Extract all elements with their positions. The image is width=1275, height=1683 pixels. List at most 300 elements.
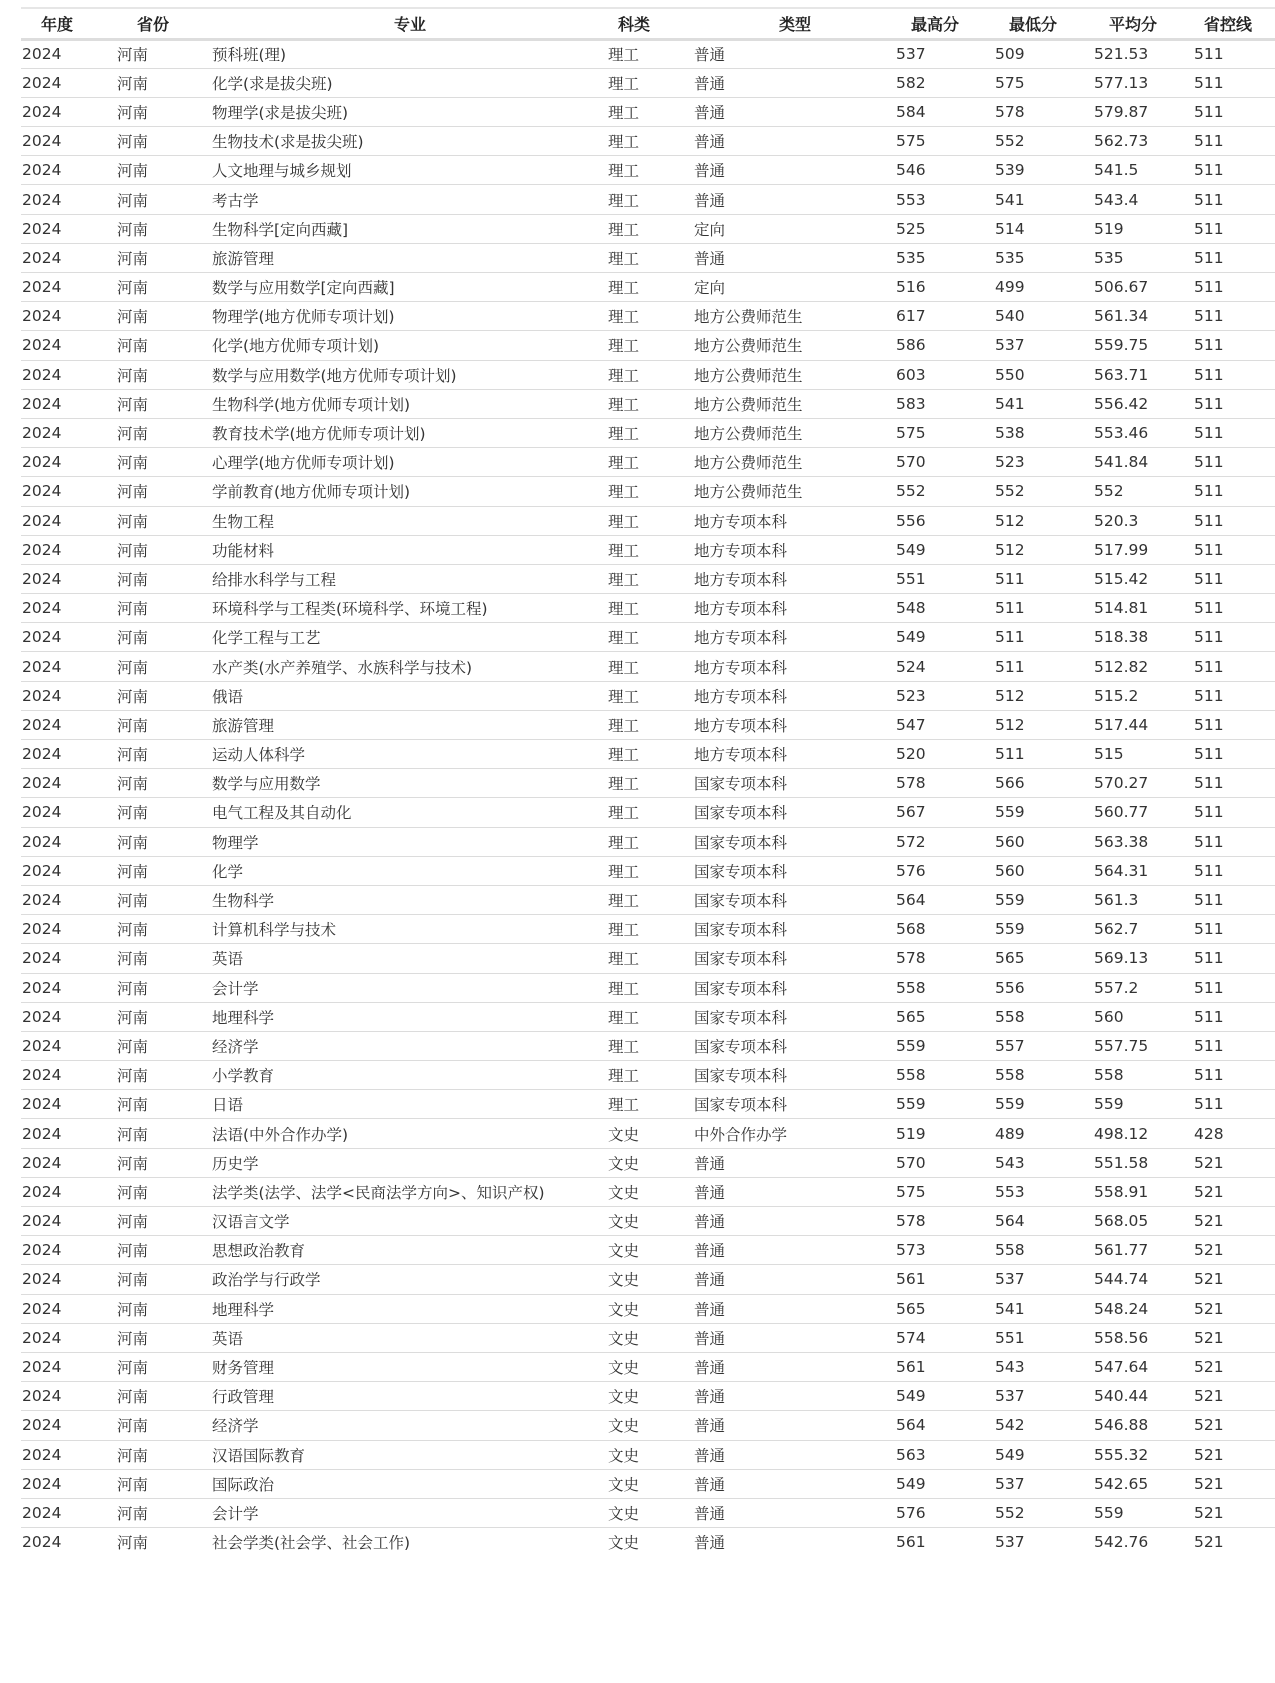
cell-max-score: 535 [896, 248, 926, 267]
cell-max-score: 584 [896, 102, 926, 121]
cell-province: 河南 [117, 1271, 149, 1290]
cell-type: 普通 [694, 1504, 726, 1523]
cell-avg-score: 559 [1094, 1095, 1124, 1114]
cell-max-score: 575 [896, 1182, 926, 1201]
cell-province: 河南 [117, 833, 149, 852]
cell-type: 国家专项本科 [694, 1008, 788, 1027]
table-row [21, 273, 1275, 302]
cell-avg-score: 560 [1094, 1007, 1124, 1026]
cell-category: 文史 [608, 1388, 640, 1407]
table-row [21, 1148, 1275, 1177]
cell-province: 河南 [117, 220, 149, 239]
cell-max-score: 576 [896, 861, 926, 880]
cell-province: 河南 [117, 1329, 149, 1348]
cell-category: 文史 [608, 1242, 640, 1261]
cell-avg-score: 541.84 [1094, 453, 1149, 472]
cell-avg-score: 552 [1094, 482, 1124, 501]
cell-province: 河南 [117, 74, 149, 93]
cell-control-line: 511 [1194, 1007, 1224, 1026]
cell-category: 理工 [608, 979, 640, 998]
cell-min-score: 552 [995, 1503, 1025, 1522]
cell-control-line: 511 [1194, 424, 1224, 443]
cell-major: 化学工程与工艺 [212, 629, 321, 648]
cell-control-line: 511 [1194, 832, 1224, 851]
cell-avg-score: 512.82 [1094, 657, 1149, 676]
cell-year: 2024 [22, 307, 62, 326]
cell-max-score: 553 [896, 190, 926, 209]
cell-province: 河南 [117, 1242, 149, 1261]
cell-min-score: 559 [995, 920, 1025, 939]
cell-year: 2024 [22, 73, 62, 92]
cell-max-score: 564 [896, 1416, 926, 1435]
cell-major: 数学与应用数学[定向西藏] [212, 279, 395, 298]
cell-major: 预科班(理) [212, 46, 287, 65]
cell-type: 地方专项本科 [694, 629, 788, 648]
table-row [21, 1352, 1275, 1381]
cell-max-score: 523 [896, 686, 926, 705]
cell-min-score: 538 [995, 424, 1025, 443]
cell-type: 普通 [694, 1534, 726, 1553]
cell-year: 2024 [22, 453, 62, 472]
cell-control-line: 521 [1194, 1299, 1224, 1318]
cell-type: 地方专项本科 [694, 746, 788, 765]
cell-avg-score: 519 [1094, 219, 1124, 238]
cell-control-line: 511 [1194, 219, 1224, 238]
cell-max-score: 578 [896, 774, 926, 793]
table-row [21, 1236, 1275, 1265]
cell-province: 河南 [117, 103, 149, 122]
cell-type: 地方专项本科 [694, 541, 788, 560]
cell-type: 地方公费师范生 [694, 337, 803, 356]
cell-min-score: 512 [995, 540, 1025, 559]
cell-min-score: 541 [995, 190, 1025, 209]
cell-control-line: 521 [1194, 1270, 1224, 1289]
cell-major: 汉语国际教育 [212, 1446, 306, 1465]
table-row [21, 1498, 1275, 1527]
cell-category: 文史 [608, 1213, 640, 1232]
cell-year: 2024 [22, 1007, 62, 1026]
header-year: 年度 [41, 14, 74, 34]
cell-max-score: 561 [896, 1358, 926, 1377]
cell-year: 2024 [22, 861, 62, 880]
table-row [21, 302, 1275, 331]
cell-max-score: 565 [896, 1299, 926, 1318]
cell-type: 定向 [694, 220, 726, 239]
cell-min-score: 556 [995, 978, 1025, 997]
cell-max-score: 576 [896, 1503, 926, 1522]
cell-max-score: 578 [896, 949, 926, 968]
table-row [21, 1119, 1275, 1148]
cell-max-score: 568 [896, 920, 926, 939]
cell-avg-score: 548.24 [1094, 1299, 1149, 1318]
cell-avg-score: 557.2 [1094, 978, 1139, 997]
cell-avg-score: 563.71 [1094, 365, 1149, 384]
table-header [21, 8, 1275, 39]
cell-province: 河南 [117, 1213, 149, 1232]
cell-major: 物理学(求是拔尖班) [212, 103, 349, 122]
cell-min-score: 559 [995, 891, 1025, 910]
cell-avg-score: 559 [1094, 1503, 1124, 1522]
table-row [21, 564, 1275, 593]
cell-avg-score: 540.44 [1094, 1387, 1149, 1406]
cell-min-score: 558 [995, 1066, 1025, 1085]
cell-year: 2024 [22, 599, 62, 618]
cell-max-score: 547 [896, 715, 926, 734]
cell-province: 河南 [117, 191, 149, 210]
cell-province: 河南 [117, 1534, 149, 1553]
cell-type: 国家专项本科 [694, 979, 788, 998]
cell-avg-score: 561.77 [1094, 1241, 1149, 1260]
cell-avg-score: 568.05 [1094, 1212, 1149, 1231]
table-row [21, 360, 1275, 389]
cell-category: 理工 [608, 162, 640, 181]
cell-avg-score: 559.75 [1094, 336, 1149, 355]
cell-province: 河南 [117, 687, 149, 706]
cell-province: 河南 [117, 862, 149, 881]
table-row [21, 97, 1275, 126]
cell-avg-score: 546.88 [1094, 1416, 1149, 1435]
cell-category: 理工 [608, 46, 640, 65]
cell-control-line: 521 [1194, 1387, 1224, 1406]
cell-avg-score: 547.64 [1094, 1358, 1149, 1377]
table-row [21, 1411, 1275, 1440]
cell-category: 理工 [608, 716, 640, 735]
cell-category: 理工 [608, 862, 640, 881]
cell-year: 2024 [22, 102, 62, 121]
cell-min-score: 575 [995, 73, 1025, 92]
table-row [21, 477, 1275, 506]
cell-avg-score: 562.73 [1094, 132, 1149, 151]
cell-type: 普通 [694, 191, 726, 210]
cell-control-line: 521 [1194, 1153, 1224, 1172]
cell-province: 河南 [117, 1388, 149, 1407]
cell-avg-score: 561.3 [1094, 891, 1139, 910]
cell-province: 河南 [117, 512, 149, 531]
cell-major: 生物工程 [212, 512, 275, 531]
cell-major: 思想政治教育 [212, 1242, 306, 1261]
cell-province: 河南 [117, 1475, 149, 1494]
cell-province: 河南 [117, 1096, 149, 1115]
cell-min-score: 537 [995, 1270, 1025, 1289]
cell-category: 理工 [608, 1037, 640, 1056]
cell-control-line: 511 [1194, 861, 1224, 880]
cell-min-score: 543 [995, 1358, 1025, 1377]
cell-type: 地方公费师范生 [694, 308, 803, 327]
cell-control-line: 511 [1194, 73, 1224, 92]
cell-major: 生物技术(求是拔尖班) [212, 133, 364, 152]
cell-year: 2024 [22, 540, 62, 559]
cell-category: 理工 [608, 74, 640, 93]
cell-control-line: 521 [1194, 1503, 1224, 1522]
cell-category: 理工 [608, 950, 640, 969]
cell-province: 河南 [117, 1154, 149, 1173]
cell-type: 地方专项本科 [694, 600, 788, 619]
cell-avg-score: 570.27 [1094, 774, 1149, 793]
cell-type: 国家专项本科 [694, 921, 788, 940]
cell-control-line: 511 [1194, 278, 1224, 297]
cell-province: 河南 [117, 1008, 149, 1027]
cell-year: 2024 [22, 978, 62, 997]
cell-province: 河南 [117, 249, 149, 268]
cell-year: 2024 [22, 1358, 62, 1377]
cell-max-score: 520 [896, 745, 926, 764]
cell-year: 2024 [22, 482, 62, 501]
cell-control-line: 511 [1194, 336, 1224, 355]
cell-max-score: 603 [896, 365, 926, 384]
cell-max-score: 565 [896, 1007, 926, 1026]
cell-major: 学前教育(地方优师专项计划) [212, 483, 411, 502]
cell-control-line: 511 [1194, 978, 1224, 997]
cell-year: 2024 [22, 949, 62, 968]
cell-type: 中外合作办学 [694, 1125, 788, 1144]
cell-max-score: 573 [896, 1241, 926, 1260]
cell-max-score: 552 [896, 482, 926, 501]
cell-min-score: 541 [995, 394, 1025, 413]
cell-major: 数学与应用数学(地方优师专项计划) [212, 366, 457, 385]
cell-type: 地方公费师范生 [694, 395, 803, 414]
cell-category: 理工 [608, 337, 640, 356]
cell-avg-score: 563.38 [1094, 832, 1149, 851]
cell-min-score: 542 [995, 1416, 1025, 1435]
cell-major: 俄语 [212, 687, 244, 706]
cell-max-score: 537 [896, 45, 926, 64]
cell-major: 小学教育 [212, 1067, 275, 1086]
cell-type: 地方专项本科 [694, 512, 788, 531]
cell-type: 地方专项本科 [694, 658, 788, 677]
cell-control-line: 511 [1194, 190, 1224, 209]
cell-control-line: 511 [1194, 453, 1224, 472]
cell-type: 国家专项本科 [694, 804, 788, 823]
cell-min-score: 540 [995, 307, 1025, 326]
cell-year: 2024 [22, 1503, 62, 1522]
cell-major: 政治学与行政学 [212, 1271, 321, 1290]
cell-type: 地方专项本科 [694, 687, 788, 706]
cell-category: 理工 [608, 775, 640, 794]
cell-category: 理工 [608, 687, 640, 706]
cell-category: 理工 [608, 249, 640, 268]
cell-avg-score: 560.77 [1094, 803, 1149, 822]
cell-province: 河南 [117, 570, 149, 589]
cell-year: 2024 [22, 1066, 62, 1085]
cell-province: 河南 [117, 1417, 149, 1436]
cell-control-line: 521 [1194, 1445, 1224, 1464]
cell-min-score: 550 [995, 365, 1025, 384]
cell-avg-score: 518.38 [1094, 628, 1149, 647]
cell-control-line: 511 [1194, 248, 1224, 267]
table-row [21, 185, 1275, 214]
cell-province: 河南 [117, 454, 149, 473]
cell-avg-score: 553.46 [1094, 424, 1149, 443]
cell-category: 文史 [608, 1271, 640, 1290]
cell-type: 普通 [694, 1242, 726, 1261]
cell-year: 2024 [22, 891, 62, 910]
cell-max-score: 561 [896, 1533, 926, 1552]
cell-province: 河南 [117, 279, 149, 298]
cell-major: 计算机科学与技术 [212, 921, 337, 940]
cell-category: 理工 [608, 425, 640, 444]
cell-province: 河南 [117, 1359, 149, 1378]
cell-year: 2024 [22, 745, 62, 764]
cell-category: 文史 [608, 1183, 640, 1202]
cell-province: 河南 [117, 541, 149, 560]
cell-province: 河南 [117, 629, 149, 648]
cell-avg-score: 498.12 [1094, 1124, 1149, 1143]
cell-category: 文史 [608, 1300, 640, 1319]
cell-major: 生物科学(地方优师专项计划) [212, 395, 411, 414]
cell-min-score: 512 [995, 511, 1025, 530]
cell-max-score: 583 [896, 394, 926, 413]
cell-max-score: 567 [896, 803, 926, 822]
cell-category: 文史 [608, 1125, 640, 1144]
cell-major: 化学(求是拔尖班) [212, 74, 333, 93]
cell-control-line: 521 [1194, 1358, 1224, 1377]
table-row [21, 915, 1275, 944]
cell-major: 经济学 [212, 1417, 259, 1436]
cell-control-line: 511 [1194, 511, 1224, 530]
cell-major: 环境科学与工程类(环境科学、环境工程) [212, 600, 488, 619]
table-row [21, 1469, 1275, 1498]
cell-control-line: 511 [1194, 102, 1224, 121]
cell-category: 文史 [608, 1417, 640, 1436]
cell-major: 心理学(地方优师专项计划) [212, 454, 395, 473]
table-row [21, 827, 1275, 856]
cell-type: 国家专项本科 [694, 862, 788, 881]
cell-province: 河南 [117, 1300, 149, 1319]
cell-control-line: 521 [1194, 1328, 1224, 1347]
cell-min-score: 558 [995, 1007, 1025, 1026]
cell-min-score: 565 [995, 949, 1025, 968]
cell-year: 2024 [22, 190, 62, 209]
cell-year: 2024 [22, 161, 62, 180]
cell-max-score: 564 [896, 891, 926, 910]
cell-major: 生物科学[定向西藏] [212, 220, 349, 239]
cell-year: 2024 [22, 424, 62, 443]
table-row [21, 127, 1275, 156]
cell-max-score: 570 [896, 453, 926, 472]
cell-province: 河南 [117, 1183, 149, 1202]
cell-min-score: 537 [995, 336, 1025, 355]
table-row [21, 710, 1275, 739]
header-avg-score: 平均分 [1109, 14, 1158, 34]
cell-category: 理工 [608, 308, 640, 327]
cell-control-line: 511 [1194, 891, 1224, 910]
cell-category: 理工 [608, 570, 640, 589]
cell-control-line: 511 [1194, 949, 1224, 968]
cell-control-line: 511 [1194, 132, 1224, 151]
cell-year: 2024 [22, 511, 62, 530]
table-row [21, 389, 1275, 418]
cell-year: 2024 [22, 219, 62, 238]
cell-category: 理工 [608, 133, 640, 152]
cell-major: 法语(中外合作办学) [212, 1125, 349, 1144]
cell-avg-score: 543.4 [1094, 190, 1139, 209]
cell-province: 河南 [117, 979, 149, 998]
cell-min-score: 552 [995, 132, 1025, 151]
cell-province: 河南 [117, 746, 149, 765]
table-row [21, 798, 1275, 827]
cell-control-line: 428 [1194, 1124, 1224, 1143]
cell-avg-score: 557.75 [1094, 1036, 1149, 1055]
cell-category: 文史 [608, 1475, 640, 1494]
cell-min-score: 499 [995, 278, 1025, 297]
cell-category: 理工 [608, 279, 640, 298]
cell-min-score: 537 [995, 1533, 1025, 1552]
cell-major: 人文地理与城乡规划 [212, 162, 352, 181]
cell-max-score: 561 [896, 1270, 926, 1289]
cell-category: 文史 [608, 1504, 640, 1523]
header-type: 类型 [778, 14, 811, 34]
cell-max-score: 546 [896, 161, 926, 180]
table-row [21, 1207, 1275, 1236]
table-row [21, 1002, 1275, 1031]
table-row [21, 973, 1275, 1002]
cell-min-score: 537 [995, 1387, 1025, 1406]
cell-min-score: 560 [995, 861, 1025, 880]
cell-avg-score: 521.53 [1094, 45, 1149, 64]
cell-avg-score: 561.34 [1094, 307, 1149, 326]
cell-control-line: 511 [1194, 365, 1224, 384]
cell-year: 2024 [22, 1212, 62, 1231]
cell-type: 普通 [694, 103, 726, 122]
cell-max-score: 556 [896, 511, 926, 530]
cell-max-score: 549 [896, 540, 926, 559]
table-row [21, 1323, 1275, 1352]
cell-major: 化学(地方优师专项计划) [212, 337, 380, 356]
cell-avg-score: 515.42 [1094, 569, 1149, 588]
cell-category: 理工 [608, 483, 640, 502]
header-control-line: 省控线 [1204, 14, 1253, 34]
table-row [21, 769, 1275, 798]
table-row [21, 68, 1275, 97]
cell-year: 2024 [22, 1416, 62, 1435]
cell-min-score: 541 [995, 1299, 1025, 1318]
cell-province: 河南 [117, 892, 149, 911]
cell-major: 旅游管理 [212, 249, 275, 268]
cell-province: 河南 [117, 716, 149, 735]
cell-min-score: 549 [995, 1445, 1025, 1464]
cell-province: 河南 [117, 366, 149, 385]
cell-max-score: 574 [896, 1328, 926, 1347]
cell-avg-score: 520.3 [1094, 511, 1139, 530]
cell-year: 2024 [22, 394, 62, 413]
cell-min-score: 558 [995, 1241, 1025, 1260]
cell-type: 普通 [694, 1154, 726, 1173]
cell-control-line: 511 [1194, 1095, 1224, 1114]
cell-max-score: 549 [896, 628, 926, 647]
cell-min-score: 535 [995, 248, 1025, 267]
cell-avg-score: 564.31 [1094, 861, 1149, 880]
cell-max-score: 572 [896, 832, 926, 851]
cell-control-line: 521 [1194, 1474, 1224, 1493]
cell-min-score: 511 [995, 657, 1025, 676]
cell-major: 行政管理 [212, 1388, 275, 1407]
table-row [21, 156, 1275, 185]
cell-category: 理工 [608, 658, 640, 677]
cell-max-score: 551 [896, 569, 926, 588]
cell-province: 河南 [117, 1446, 149, 1465]
cell-avg-score: 514.81 [1094, 599, 1149, 618]
cell-year: 2024 [22, 715, 62, 734]
cell-control-line: 511 [1194, 686, 1224, 705]
cell-min-score: 559 [995, 803, 1025, 822]
cell-category: 理工 [608, 600, 640, 619]
cell-province: 河南 [117, 804, 149, 823]
cell-control-line: 511 [1194, 920, 1224, 939]
cell-major: 财务管理 [212, 1359, 275, 1378]
table-row [21, 1031, 1275, 1060]
cell-type: 普通 [694, 1388, 726, 1407]
cell-major: 电气工程及其自动化 [212, 804, 352, 823]
